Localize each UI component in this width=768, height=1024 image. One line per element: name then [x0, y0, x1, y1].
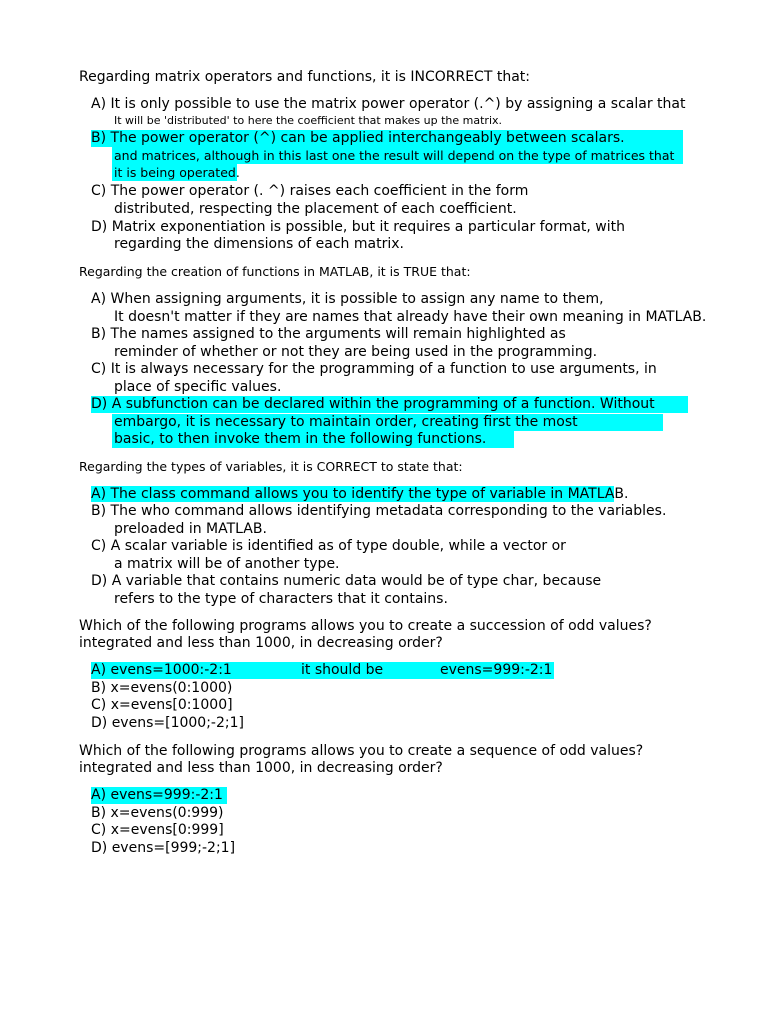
question-2-option-d-cont-1: embargo, it is necessary to maintain order, creating first the most — [114, 414, 578, 430]
question-3-prompt: Regarding the types of variables, it is CORRECT to state that: — [79, 459, 463, 474]
question-3-option-b: B) The who command allows identifying metadata corresponding to the variables. — [91, 503, 667, 519]
question-1-option-b-cont-1: and matrices, although in this last one the result will depend on the type of matrices that — [114, 148, 675, 163]
question-4-prompt-line-1: Which of the following programs allows you to create a succession of odd values? — [79, 618, 652, 634]
question-3-option-c: C) A scalar variable is identified as of type double, while a vector or — [91, 538, 566, 554]
question-4-option-a-note: it should be — [301, 662, 384, 678]
question-2-option-c: C) It is always necessary for the programming of a function to use arguments, in — [91, 361, 657, 377]
question-1-option-a: A) It is only possible to use the matrix power operator (.^) by assigning a scalar that — [91, 96, 686, 112]
question-1-option-c: C) The power operator (. ^) raises each coefficient in the form — [91, 183, 529, 199]
question-3-option-c-cont: a matrix will be of another type. — [114, 556, 340, 572]
question-2-option-b: B) The names assigned to the arguments will remain highlighted as — [91, 326, 566, 342]
question-2-option-a-cont: It doesn't matter if they are names that already have their own meaning in MATLAB. — [114, 309, 707, 325]
question-3-option-b-cont: preloaded in MATLAB. — [114, 521, 267, 537]
question-1-option-b-cont-2: it is being operated. — [114, 165, 240, 180]
question-2-option-c-cont: place of specific values. — [114, 379, 282, 395]
question-4-option-a-fix: evens=999:-2:1 — [440, 662, 553, 678]
question-5-prompt-line-1: Which of the following programs allows you to create a sequence of odd values? — [79, 743, 644, 759]
question-4-option-d: D) evens=[1000;-2;1] — [91, 715, 244, 731]
question-1-option-a-cont: It will be 'distributed' to here the coefficient that makes up the matrix. — [114, 114, 503, 127]
question-1-option-b: B) The power operator (^) can be applied interchangeably between scalars. — [91, 130, 625, 146]
question-4-prompt-line-2: integrated and less than 1000, in decreasing order? — [79, 635, 443, 651]
question-4-option-c: C) x=evens[0:1000] — [91, 697, 233, 713]
question-1-option-d: D) Matrix exponentiation is possible, but it requires a particular format, with — [91, 219, 625, 235]
question-4-option-a: A) evens=1000:-2:1 — [91, 662, 232, 678]
question-5-option-a: A) evens=999:-2:1 — [91, 787, 223, 803]
question-5-option-c: C) x=evens[0:999] — [91, 822, 224, 838]
question-3-option-a — [91, 486, 628, 503]
question-2-option-d-cont-2: basic, to then invoke them in the following functions. — [114, 431, 487, 447]
question-2-option-a: A) When assigning arguments, it is possible to assign any name to them, — [91, 291, 604, 307]
question-2-option-b-cont: reminder of whether or not they are being used in the programming. — [114, 344, 598, 360]
question-1-prompt: Regarding matrix operators and functions, it is INCORRECT that: — [79, 69, 530, 85]
question-3-option-a-highlighted: A) The class command allows you to identify the type of variable in MATLA — [91, 486, 615, 502]
question-3-option-a-tail: B. — [614, 486, 629, 502]
question-2-option-d: D) A subfunction can be declared within the programming of a function. Without — [91, 396, 655, 412]
question-1-option-d-cont: regarding the dimensions of each matrix. — [114, 236, 404, 252]
question-2-prompt: Regarding the creation of functions in MATLAB, it is TRUE that: — [79, 264, 471, 279]
question-1-option-c-cont: distributed, respecting the placement of each coefficient. — [114, 201, 517, 217]
question-4-option-b: B) x=evens(0:1000) — [91, 680, 233, 696]
question-5-option-d: D) evens=[999;-2;1] — [91, 840, 236, 856]
question-5-prompt-line-2: integrated and less than 1000, in decreasing order? — [79, 760, 443, 776]
question-5-option-b: B) x=evens(0:999) — [91, 805, 224, 821]
question-3-option-d: D) A variable that contains numeric data would be of type char, because — [91, 573, 602, 589]
question-3-option-d-cont: refers to the type of characters that it contains. — [114, 591, 448, 607]
